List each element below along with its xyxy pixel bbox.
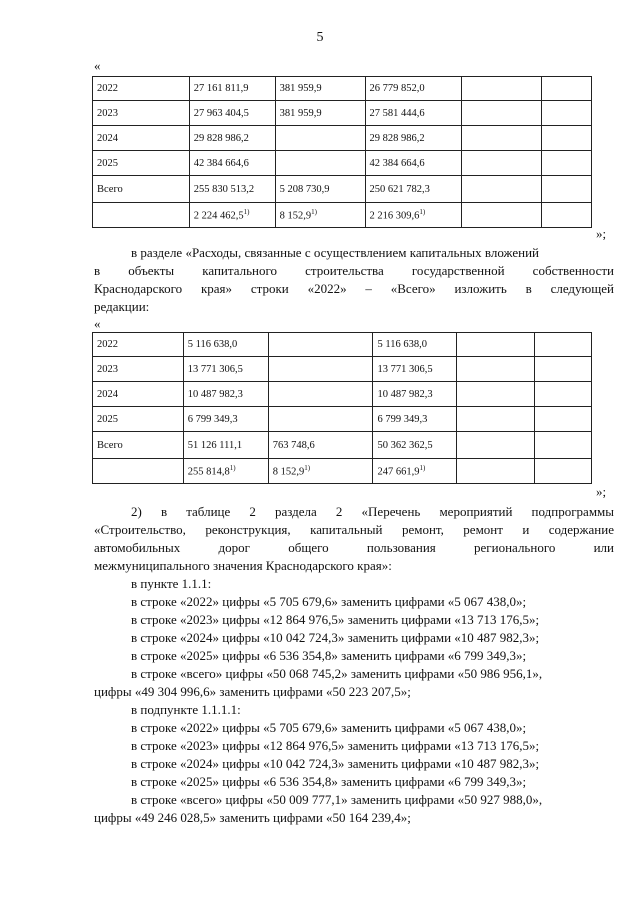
list-item: в строке «2023» цифры «12 864 976,5» заменить цифрами «13 713 176,5»; [131, 612, 540, 627]
paragraph-1-line-1: в разделе «Расходы, связанные с осуществлением капитальных вложений [131, 245, 539, 260]
financing-table-1 [92, 76, 592, 228]
paragraph-2-line-4: межмуниципального значения Краснодарского края»: [94, 558, 392, 573]
financing-table-2 [92, 332, 592, 484]
table-row: 2024 10 487 982,3 10 487 982,3 [93, 382, 592, 407]
paragraph-2-line-2: «Строительство, реконструкция, капитальный ремонт, ремонт и содержание [94, 522, 614, 537]
list-item: в строке «всего» цифры «50 068 745,2» заменить цифрами «50 986 956,1», [131, 666, 543, 681]
list-item: в строке «2022» цифры «5 705 679,6» заменить цифрами «5 067 438,0»; [131, 594, 527, 609]
table-row: 2024 29 828 986,2 29 828 986,2 [93, 126, 592, 151]
table-row: 255 814,8$^{1)}$ 8 152,9$^{1)}$ 247 661,9$^{1)}$ [93, 459, 592, 484]
paragraph-2-line-3: автомобильных дорог общего пользования регионального или [94, 540, 614, 555]
close-marker-1: »; [596, 226, 607, 241]
list-item: цифры «49 304 996,6» заменить цифрами «50 223 207,5»; [94, 684, 411, 699]
table-row: 2023 13 771 306,5 13 771 306,5 [93, 357, 592, 382]
open-quote-2: « [94, 316, 101, 331]
list-item: в строке «2023» цифры «12 864 976,5» заменить цифрами «13 713 176,5»; [131, 738, 540, 753]
list-item: в строке «2024» цифры «10 042 724,3» заменить цифрами «10 487 982,3»; [131, 756, 540, 771]
table-row: 2025 42 384 664,6 42 384 664,6 [93, 151, 592, 176]
table-row: Всего 51 126 111,1 763 748,6 50 362 362,5 [93, 432, 592, 459]
page-number: 5 [316, 30, 324, 45]
table-row: 2022 5 116 638,0 5 116 638,0 [93, 333, 592, 357]
table-row: 2022 27 161 811,9 381 959,9 26 779 852,0 [93, 77, 592, 101]
paragraph-1-line-2: в объекты капитального строительства государственной собственности [94, 263, 614, 278]
list-item: в строке «2025» цифры «6 536 354,8» заменить цифрами «6 799 349,3»; [131, 774, 527, 789]
table-row: 2025 6 799 349,3 6 799 349,3 [93, 407, 592, 432]
open-quote-1: « [94, 58, 101, 73]
paragraph-2-line-1: 2) в таблице 2 раздела 2 «Перечень мероприятий подпрограммы [131, 504, 614, 519]
list-item: в строке «2022» цифры «5 705 679,6» заменить цифрами «5 067 438,0»; [131, 720, 527, 735]
list-item: в строке «2024» цифры «10 042 724,3» заменить цифрами «10 487 982,3»; [131, 630, 540, 645]
paragraph-1-line-4: редакции: [94, 299, 150, 314]
table-row: Всего 255 830 513,2 5 208 730,9 250 621 782,3 [93, 176, 592, 203]
table-row: 2 224 462,5$^{1)}$ 8 152,9$^{1)}$ 2 216 309,6$^{1)}$ [93, 203, 592, 228]
close-marker-2: »; [596, 484, 607, 499]
paragraph-1-line-3: Краснодарского края» строки «2022» – «Всего» изложить в следующей [94, 281, 614, 296]
list-item: в строке «всего» цифры «50 009 777,1» заменить цифрами «50 927 988,0», [131, 792, 543, 807]
list-item: цифры «49 246 028,5» заменить цифрами «50 164 239,4»; [94, 810, 411, 825]
list-item: в строке «2025» цифры «6 536 354,8» заменить цифрами «6 799 349,3»; [131, 648, 527, 663]
list-item: в пункте 1.1.1: [131, 576, 212, 591]
table-row: 2023 27 963 404,5 381 959,9 27 581 444,6 [93, 101, 592, 126]
list-item: в подпункте 1.1.1.1: [131, 702, 241, 717]
